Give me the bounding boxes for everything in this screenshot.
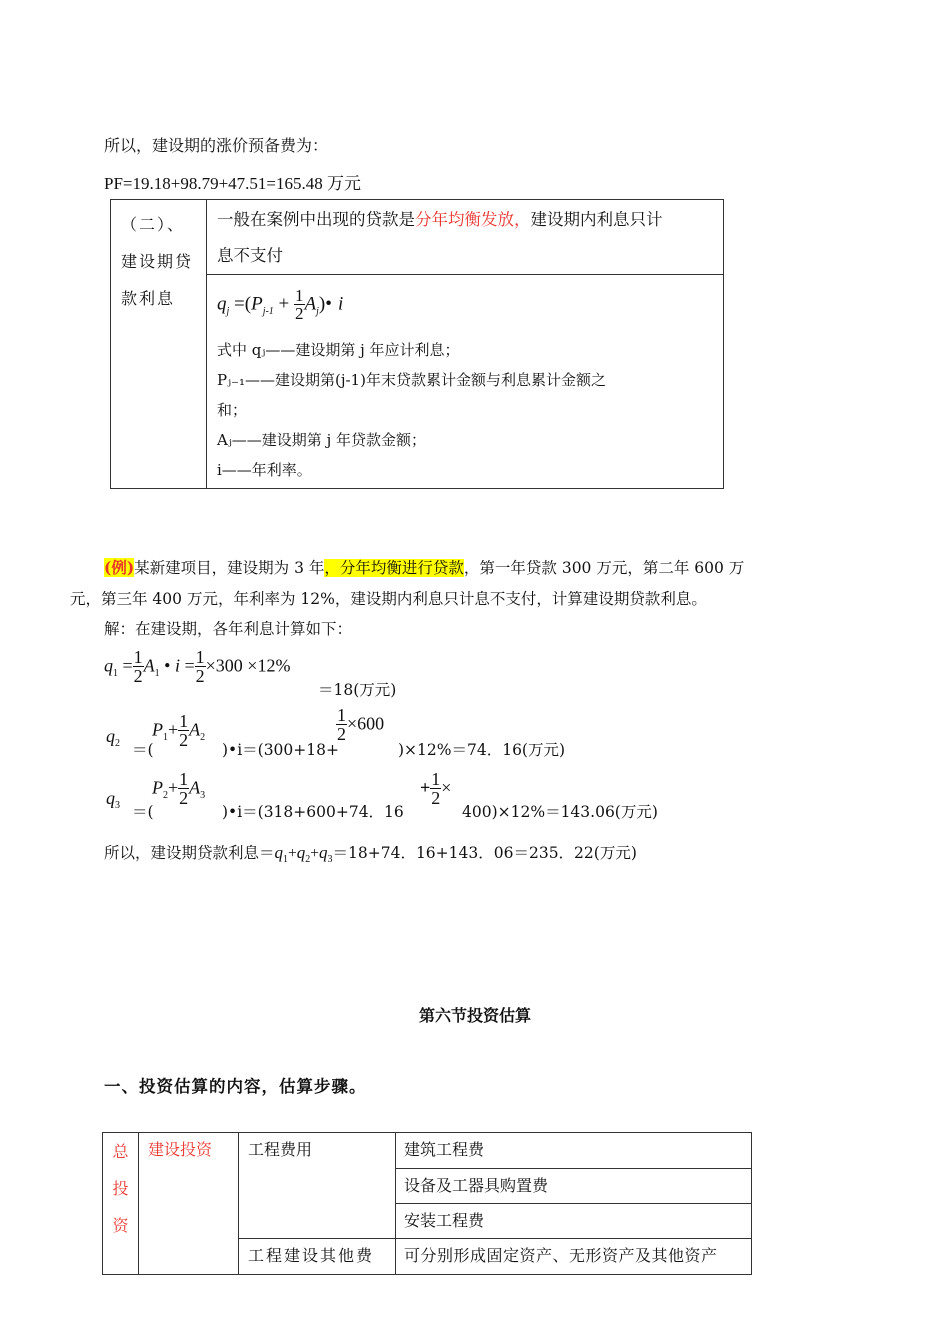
label-line-2: 建设期贷	[121, 252, 194, 271]
definition-i: i——年利率。	[217, 461, 312, 479]
example-line-3: 解：在建设期，各年利息计算如下：	[104, 620, 353, 638]
example-line-1: (例)某新建项目，建设期为 3 年，分年均衡进行贷款，第一年贷款 300 万元，第二年 600 万	[104, 558, 745, 577]
calc-q3-lhs: $q_3$	[106, 788, 120, 811]
section-heading: 一、投资估算的内容，估算步骤。	[104, 1077, 367, 1096]
loan-interest-label-cell	[111, 200, 207, 489]
intro-line-1: 所以，建设期的涨价预备费为：	[104, 136, 329, 155]
label-line-1: （二）、	[121, 215, 186, 234]
calc-q2-mid: )•i＝(300+18+	[222, 741, 339, 759]
investment-composition-table	[102, 1132, 752, 1275]
example-tag: (例)	[104, 558, 135, 577]
definition-p-cont: 和；	[217, 401, 248, 419]
intro-line-2: PF=19.18+98.79+47.51=165.48 万元	[104, 174, 362, 193]
calc-sum: 所以，建设期贷款利息$=q_1+q_2+q_3=18+74$．16+143．06＝235．22(万元)	[104, 843, 637, 865]
item-building-cell: 建筑工程费	[396, 1133, 752, 1169]
example-line-2: 元，第三年 400 万元，年利率为 12%，建设期内利息只计息不支付，计算建设期贷款利息。	[70, 590, 707, 608]
calc-q3-mid: )•i＝(318+600+74．16	[222, 803, 404, 821]
loan-interest-table	[110, 199, 724, 489]
formula-cell	[207, 275, 724, 489]
interest-formula: $q_j =(P_{j-1}$ + $\frac{1}{2}$ $A_j)•$ i	[217, 286, 344, 323]
loan-description-cell	[207, 200, 724, 275]
definition-a: Aⱼ——建设期第 j 年贷款金额；	[217, 431, 426, 449]
calc-q3-fraction-term: $P_2+$ $\frac{1}{2}$ $A_3$	[152, 769, 206, 808]
calc-q1: $q_1$ = $\frac{1}{2}$ $A_1$ • i = $\frac{1}{2}$ ×300 ×12%	[104, 647, 291, 686]
item-installation-cell: 安装工程费	[396, 1204, 752, 1239]
definition-p: Pⱼ₋₁——建设期第(j-1)年末贷款累计金额与利息累计金额之	[217, 371, 606, 389]
highlighted-phrase: ，分年均衡进行贷款	[324, 559, 464, 577]
calc-q1-result: ＝18(万元)	[318, 681, 397, 699]
definition-q: 式中 qⱼ——建设期第 j 年应计利息；	[217, 341, 460, 359]
desc-red-highlight: 分年均衡发放，	[415, 210, 531, 229]
engineering-fee-cell: 工程费用	[239, 1133, 396, 1239]
calc-q2-tail: )×12%＝74．16(万元)	[398, 741, 566, 759]
label-line-3: 款利息	[121, 289, 176, 308]
calc-q3-half: + $\frac{1}{2}$ ×	[420, 769, 452, 808]
calc-q3-eq: ＝(	[132, 803, 154, 821]
calc-q2-lhs: $q_2$	[106, 726, 120, 749]
calc-q3-tail: 400)×12%＝143.06(万元)	[462, 803, 658, 821]
item-equipment-cell: 设备及工器具购置费	[396, 1169, 752, 1204]
total-investment-cell: 总 投 资	[103, 1133, 139, 1275]
other-fee-description-cell: 可分别形成固定资产、无形资产及其他资产	[396, 1239, 752, 1275]
desc-line-2: 息不支付	[217, 246, 283, 265]
desc-post: 建设期内利息只计	[530, 210, 663, 229]
section-title: 第六节投资估算	[418, 1006, 531, 1025]
desc-pre: 一般在案例中出现的贷款是	[217, 210, 415, 229]
calc-q2-half-600: $\frac{1}{2}$ ×600	[337, 705, 385, 744]
construction-investment-cell: 建设投资	[139, 1133, 239, 1275]
calc-q2-fraction-term: $P_1+$ $\frac{1}{2}$ $A_2$	[152, 711, 206, 750]
calc-q2-eq: ＝(	[132, 741, 154, 759]
other-fee-cell: 工程建设其他费	[239, 1239, 396, 1275]
